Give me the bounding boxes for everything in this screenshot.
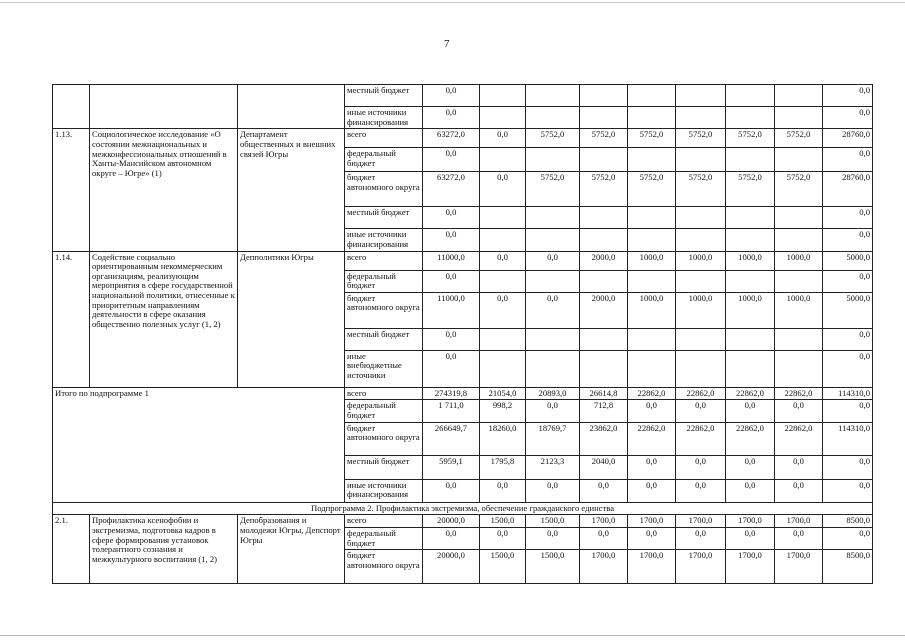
value-cell: 712,8: [580, 400, 628, 422]
value-cell: 11000,0: [423, 251, 480, 270]
value-cell: 266649,7: [423, 422, 480, 455]
funding-source-cell: федеральный бюджет: [345, 148, 423, 172]
value-cell: [628, 107, 676, 129]
value-cell: [775, 350, 823, 387]
value-cell: 0,0: [526, 400, 580, 422]
value-cell: [726, 270, 775, 292]
value-cell: 11000,0: [423, 292, 480, 328]
funding-source-cell: федеральный бюджет: [345, 270, 423, 292]
value-cell: 1000,0: [628, 292, 676, 328]
executor-cell: Департамент общественных и внешних связей Югры: [238, 129, 345, 251]
value-cell: 22862,0: [775, 422, 823, 455]
value-cell: 2000,0: [580, 292, 628, 328]
total-cell: 5000,0: [823, 251, 873, 270]
value-cell: [580, 207, 628, 229]
value-cell: [726, 85, 775, 107]
value-cell: 0,0: [526, 479, 580, 502]
value-cell: 5752,0: [628, 172, 676, 207]
value-cell: [726, 229, 775, 251]
funding-source-cell: бюджет автономного округа: [345, 422, 423, 455]
value-cell: 0,0: [423, 328, 480, 350]
total-cell: 0,0: [823, 148, 873, 172]
item-name-cell: [90, 85, 238, 129]
funding-source-cell: местный бюджет: [345, 207, 423, 229]
value-cell: 22862,0: [775, 387, 823, 400]
total-cell: 0,0: [823, 400, 873, 422]
funding-source-cell: бюджет автономного округа: [345, 550, 423, 584]
funding-source-cell: бюджет автономного округа: [345, 172, 423, 207]
value-cell: 0,0: [480, 479, 526, 502]
item-name-cell: Профилактика ксенофобии и экстремизма, подготовка кадров в сфере формирования установок толерантного сознания и межкультурного воспитания (1, 2): [90, 515, 238, 584]
value-cell: 20000,0: [423, 550, 480, 584]
value-cell: [526, 328, 580, 350]
value-cell: 0,0: [423, 207, 480, 229]
value-cell: [480, 207, 526, 229]
value-cell: [580, 107, 628, 129]
value-cell: 5752,0: [580, 129, 628, 148]
value-cell: 0,0: [480, 251, 526, 270]
value-cell: [775, 107, 823, 129]
value-cell: 1 711,0: [423, 400, 480, 422]
value-cell: 1000,0: [726, 292, 775, 328]
value-cell: 1795,8: [480, 455, 526, 479]
value-cell: 1000,0: [676, 292, 726, 328]
value-cell: [628, 229, 676, 251]
value-cell: [480, 107, 526, 129]
executor-cell: Депполитики Югры: [238, 251, 345, 387]
table-row: [53, 85, 873, 107]
value-cell: 1700,0: [676, 515, 726, 528]
value-cell: 63272,0: [423, 129, 480, 148]
total-cell: 8500,0: [823, 550, 873, 584]
value-cell: 998,2: [480, 400, 526, 422]
value-cell: [526, 207, 580, 229]
value-cell: 22862,0: [676, 387, 726, 400]
value-cell: 1000,0: [676, 251, 726, 270]
value-cell: 0,0: [676, 479, 726, 502]
value-cell: 5752,0: [676, 172, 726, 207]
value-cell: 23862,0: [580, 422, 628, 455]
value-cell: [726, 350, 775, 387]
value-cell: [480, 85, 526, 107]
value-cell: [526, 229, 580, 251]
value-cell: 2123,3: [526, 455, 580, 479]
funding-source-cell: бюджет автономного округа: [345, 292, 423, 328]
value-cell: 0,0: [423, 350, 480, 387]
value-cell: [628, 148, 676, 172]
value-cell: 1000,0: [775, 292, 823, 328]
value-cell: 5752,0: [628, 129, 676, 148]
value-cell: 274319,8: [423, 387, 480, 400]
value-cell: 0,0: [628, 400, 676, 422]
funding-source-cell: иные внебюджетные источники: [345, 350, 423, 387]
value-cell: 5752,0: [726, 172, 775, 207]
value-cell: [628, 328, 676, 350]
funding-source-cell: иные источники финансирования: [345, 229, 423, 251]
total-cell: 5000,0: [823, 292, 873, 328]
value-cell: 20000,0: [423, 515, 480, 528]
value-cell: [775, 148, 823, 172]
total-cell: 0,0: [823, 527, 873, 549]
value-cell: 0,0: [526, 527, 580, 549]
value-cell: [676, 350, 726, 387]
value-cell: 1700,0: [676, 550, 726, 584]
value-cell: 0,0: [676, 455, 726, 479]
total-cell: 114310,0: [823, 387, 873, 400]
funding-source-cell: всего: [345, 515, 423, 528]
value-cell: 1700,0: [628, 515, 676, 528]
total-cell: 0,0: [823, 270, 873, 292]
total-cell: 0,0: [823, 328, 873, 350]
value-cell: 22862,0: [628, 422, 676, 455]
value-cell: 0,0: [775, 479, 823, 502]
item-number-cell: 1.13.: [53, 129, 90, 251]
value-cell: [580, 350, 628, 387]
value-cell: 0,0: [628, 455, 676, 479]
value-cell: [580, 85, 628, 107]
value-cell: 1700,0: [775, 550, 823, 584]
total-cell: 0,0: [823, 107, 873, 129]
value-cell: [676, 270, 726, 292]
value-cell: [580, 270, 628, 292]
executor-cell: [238, 85, 345, 129]
value-cell: 2040,0: [580, 455, 628, 479]
value-cell: 22862,0: [726, 422, 775, 455]
value-cell: [526, 107, 580, 129]
value-cell: 5752,0: [526, 129, 580, 148]
value-cell: 20893,0: [526, 387, 580, 400]
value-cell: 5959,1: [423, 455, 480, 479]
value-cell: [580, 328, 628, 350]
value-cell: [775, 85, 823, 107]
value-cell: [480, 148, 526, 172]
scan-top-edge: [0, 2, 905, 3]
value-cell: 0,0: [423, 148, 480, 172]
total-cell: 0,0: [823, 455, 873, 479]
value-cell: 1700,0: [775, 515, 823, 528]
value-cell: 26614,8: [580, 387, 628, 400]
value-cell: [676, 148, 726, 172]
item-number-cell: 2.1.: [53, 515, 90, 584]
value-cell: [726, 328, 775, 350]
value-cell: 0,0: [423, 229, 480, 251]
page-number: 7: [444, 38, 450, 50]
value-cell: 1000,0: [628, 251, 676, 270]
value-cell: [628, 270, 676, 292]
value-cell: [580, 148, 628, 172]
funding-source-cell: иные источники финансирования: [345, 107, 423, 129]
value-cell: 0,0: [480, 172, 526, 207]
value-cell: 1500,0: [480, 515, 526, 528]
funding-source-cell: иные источники финансирования: [345, 479, 423, 502]
total-cell: 28760,0: [823, 172, 873, 207]
value-cell: [676, 107, 726, 129]
value-cell: 1500,0: [480, 550, 526, 584]
executor-cell: Депобразования и молодежи Югры, Депспорт Югры: [238, 515, 345, 584]
value-cell: 1700,0: [726, 515, 775, 528]
value-cell: 0,0: [775, 400, 823, 422]
value-cell: 1500,0: [526, 515, 580, 528]
value-cell: 0,0: [676, 527, 726, 549]
value-cell: [676, 207, 726, 229]
value-cell: 5752,0: [775, 172, 823, 207]
funding-source-cell: всего: [345, 129, 423, 148]
budget-table: [52, 84, 873, 584]
value-cell: 0,0: [480, 129, 526, 148]
value-cell: 0,0: [423, 479, 480, 502]
value-cell: 0,0: [423, 107, 480, 129]
value-cell: 0,0: [526, 251, 580, 270]
value-cell: [775, 229, 823, 251]
value-cell: 0,0: [423, 270, 480, 292]
value-cell: 0,0: [726, 400, 775, 422]
value-cell: [676, 229, 726, 251]
subprogram-header-row: [53, 502, 873, 515]
item-number-cell: 1.14.: [53, 251, 90, 387]
subprogram-title: Подпрограмма 2. Профилактика экстремизма, обеспечение гражданского единства: [53, 502, 873, 515]
value-cell: [526, 85, 580, 107]
value-cell: 0,0: [480, 292, 526, 328]
value-cell: 5752,0: [676, 129, 726, 148]
value-cell: 0,0: [480, 527, 526, 549]
value-cell: 0,0: [775, 455, 823, 479]
value-cell: 22862,0: [628, 387, 676, 400]
value-cell: 5752,0: [526, 172, 580, 207]
value-cell: [480, 328, 526, 350]
value-cell: 0,0: [726, 455, 775, 479]
value-cell: [580, 229, 628, 251]
value-cell: 2000,0: [580, 251, 628, 270]
value-cell: 0,0: [676, 400, 726, 422]
value-cell: [480, 270, 526, 292]
value-cell: 5752,0: [726, 129, 775, 148]
table-row: [53, 515, 873, 528]
table-row: [53, 129, 873, 148]
value-cell: [480, 350, 526, 387]
value-cell: [628, 350, 676, 387]
value-cell: [628, 85, 676, 107]
funding-source-cell: федеральный бюджет: [345, 400, 423, 422]
value-cell: [628, 207, 676, 229]
value-cell: [676, 85, 726, 107]
value-cell: 0,0: [775, 527, 823, 549]
value-cell: 5752,0: [580, 172, 628, 207]
value-cell: 0,0: [580, 479, 628, 502]
value-cell: 0,0: [628, 479, 676, 502]
value-cell: 0,0: [526, 292, 580, 328]
total-cell: 0,0: [823, 350, 873, 387]
value-cell: 0,0: [726, 527, 775, 549]
value-cell: 18260,0: [480, 422, 526, 455]
item-name-cell: Содействие социально ориентированным некоммерческим организациям, реализующим мероприятия в сфере государственной национальной политики, отнесенные к приоритетным направлениям деятельности в сфере оказания общественно полезных услуг (1, 2): [90, 251, 238, 387]
item-name-cell: Социологическое исследование «О состоянии межнациональных и межконфессиональных отношений в Ханты-Мансийском автономном округе – Югре» (1): [90, 129, 238, 251]
funding-source-cell: местный бюджет: [345, 328, 423, 350]
value-cell: 1000,0: [726, 251, 775, 270]
value-cell: 63272,0: [423, 172, 480, 207]
value-cell: 22862,0: [726, 387, 775, 400]
value-cell: 5752,0: [775, 129, 823, 148]
value-cell: [775, 270, 823, 292]
value-cell: 0,0: [580, 527, 628, 549]
value-cell: 0,0: [423, 85, 480, 107]
item-number-cell: [53, 85, 90, 129]
funding-source-cell: всего: [345, 387, 423, 400]
value-cell: 1000,0: [775, 251, 823, 270]
value-cell: 0,0: [423, 527, 480, 549]
table-row: [53, 387, 873, 400]
value-cell: [726, 148, 775, 172]
total-cell: 114310,0: [823, 422, 873, 455]
value-cell: [726, 107, 775, 129]
subtotal-label-cell: Итого по подпрограмме 1: [53, 387, 345, 502]
total-cell: 8500,0: [823, 515, 873, 528]
funding-source-cell: местный бюджет: [345, 455, 423, 479]
value-cell: [726, 207, 775, 229]
total-cell: 0,0: [823, 207, 873, 229]
value-cell: 21054,0: [480, 387, 526, 400]
value-cell: 1500,0: [526, 550, 580, 584]
value-cell: 1700,0: [628, 550, 676, 584]
total-cell: 0,0: [823, 229, 873, 251]
scan-bottom-edge: [0, 635, 905, 636]
total-cell: 28760,0: [823, 129, 873, 148]
funding-source-cell: федеральный бюджет: [345, 527, 423, 549]
value-cell: [775, 328, 823, 350]
value-cell: 1700,0: [580, 515, 628, 528]
value-cell: 0,0: [628, 527, 676, 549]
value-cell: 0,0: [726, 479, 775, 502]
value-cell: 18769,7: [526, 422, 580, 455]
funding-source-cell: всего: [345, 251, 423, 270]
value-cell: [775, 207, 823, 229]
value-cell: [480, 229, 526, 251]
value-cell: 1700,0: [726, 550, 775, 584]
funding-source-cell: местный бюджет: [345, 85, 423, 107]
value-cell: 22862,0: [676, 422, 726, 455]
total-cell: 0,0: [823, 479, 873, 502]
value-cell: 1700,0: [580, 550, 628, 584]
value-cell: [526, 350, 580, 387]
total-cell: 0,0: [823, 85, 873, 107]
value-cell: [526, 270, 580, 292]
value-cell: [676, 328, 726, 350]
table-row: [53, 251, 873, 270]
value-cell: [526, 148, 580, 172]
